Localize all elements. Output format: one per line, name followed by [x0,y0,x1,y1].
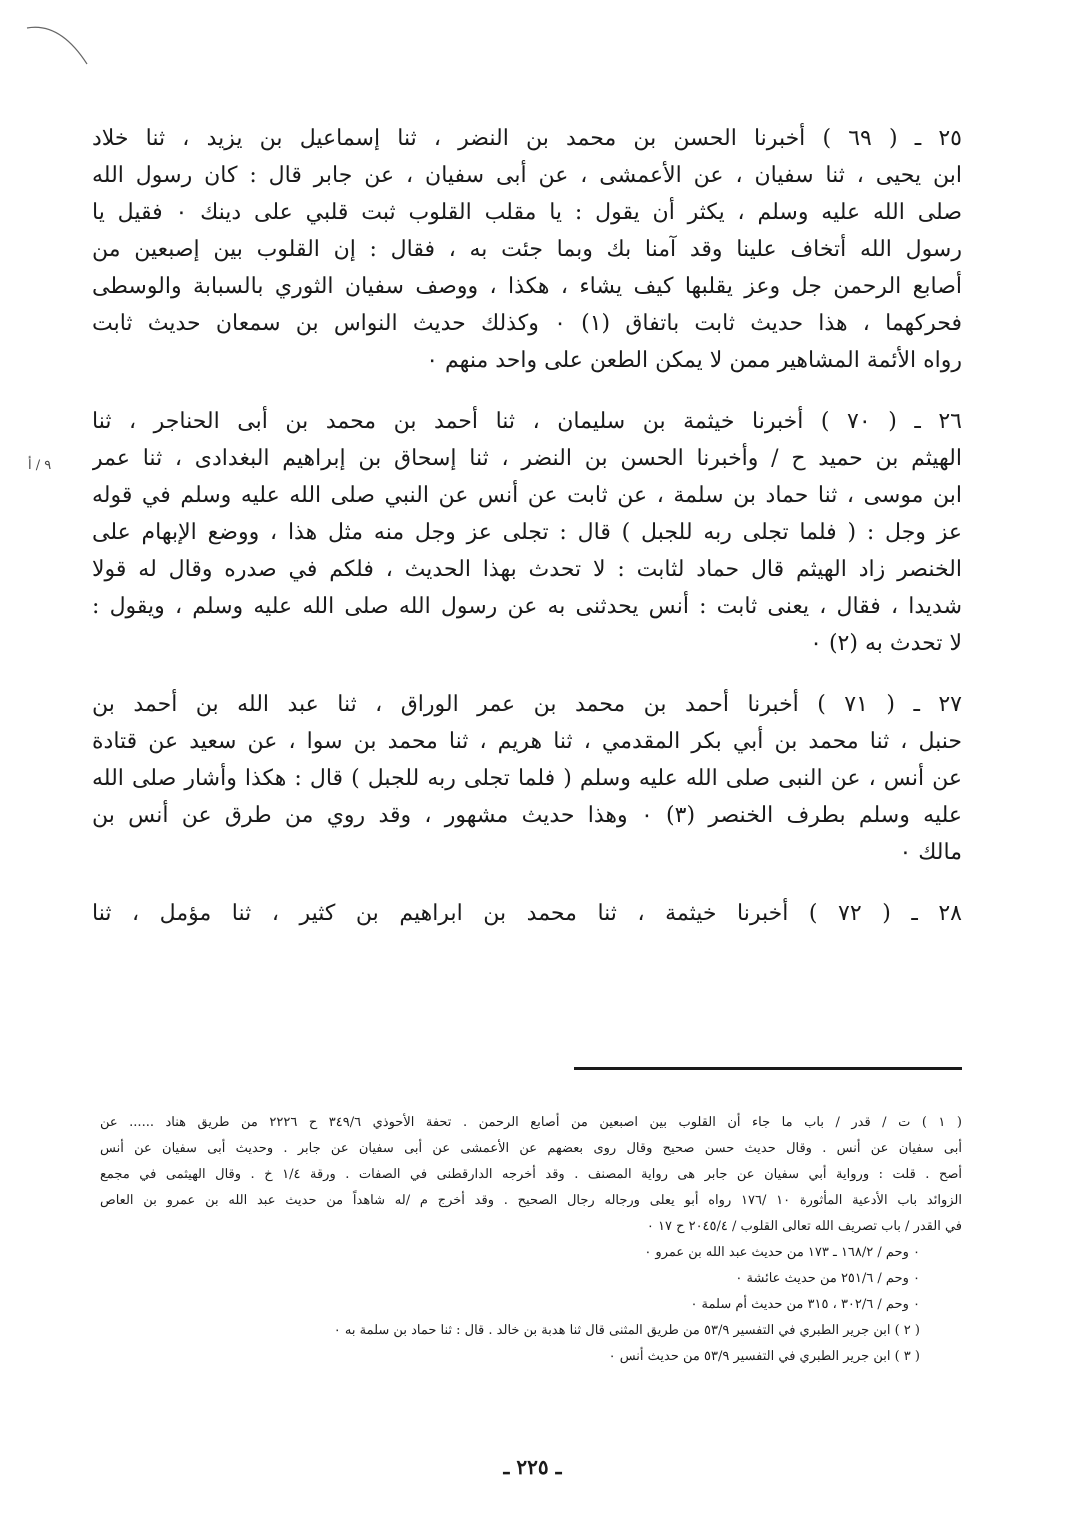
text-line: عن أنس ، عن النبى صلى الله عليه وسلم ( فلما تجلى ربه للجبل ) قال : هكذا وأشار صلى الله [92,766,962,791]
footnote-sub-line: ٠ وحم / ١٦٨/٢ ـ ١٧٣ من حديث عبد الله بن عمرو ٠ [644,1245,920,1260]
text-line: رسول الله أتخاف علينا وقد آمنا بك وبما جئت به ، فقال : إن القلوب بين إصبعين من [92,237,962,262]
text-line: الخنصر زاد الهيثم قال حماد لثابت : لا تحدث بهذا الحديث ، فلكم في صدره وقال له قولا [92,557,962,582]
text-line: ٢٥ ـ ( ٦٩ ) أخبرنا الحسن بن محمد بن النضر ، ثنا إسماعيل بن يزيد ، ثنا خلاد [92,126,962,151]
footnote-separator-rule [574,1067,962,1070]
text-line: ابن موسى ، ثنا حماد بن سلمة ، عن ثابت عن أنس عن النبي صلى الله عليه وسلم في قوله [92,483,962,508]
text-line: فحركهما ، هذا حديث ثابت باتفاق (١) ٠ وكذلك حديث النواس بن سمعان حديث ثابت [92,311,962,336]
text-line: ٢٨ ـ ( ٧٢ ) أخبرنا خيثمة ، ثنا محمد بن ابراهيم بن كثير ، ثنا مؤمل ، ثنا [92,901,962,926]
text-line: مالك ٠ [899,840,962,865]
footnotes [100,1110,962,1370]
footnote-line: الزوائد باب الأدعية المأثورة ١٠ /١٧٦ رواه أبو يعلى ورجاله رجال الصحيح . وقد أخرج م /له شاهداً من حديث عبد الله بن عمرو بن العاص [100,1193,962,1208]
footnote-sub-line: ٠ وحم / ٣٠٢/٦ ، ٣١٥ من حديث أم سلمة ٠ [690,1297,920,1312]
hadith-26 [92,403,962,662]
page-corner-scan-mark [25,20,95,70]
page-number: ـ ٢٢٥ ـ [503,1455,562,1479]
footnote-sub-line: ٠ وحم / ٢٥١/٦ من حديث عائشة ٠ [735,1271,920,1286]
text-line: ابن يحيى ، ثنا سفيان ، عن الأعمشى ، عن أبى سفيان ، عن جابر قال : كان رسول الله [92,163,962,188]
hadith-27 [92,686,962,871]
footnote-line: في القدر / باب تصريف الله تعالى القلوب / ٢٠٤٥/٤ ح ١٧ ٠ [646,1219,962,1234]
text-line: ٢٦ ـ ( ٧٠ ) أخبرنا خيثمة بن سليمان ، ثنا أحمد بن محمد بن أبى الحناجر ، ثنا [92,409,962,434]
text-line: رواه الأئمة المشاهير ممن لا يمكن الطعن على واحد منهم ٠ [426,348,962,373]
text-line: لا تحدث به (٢) ٠ [810,631,962,656]
hadith-28 [92,895,962,932]
margin-folio-note: ٩ / أ [28,458,52,473]
footnote-line: أبى سفيان عن أنس . وقال حديث حسن صحيح وقال روى بعضهم عن الأعمشى عن أبى سفيان عن جابر . وحديث أبى سفيان عن أنس [100,1141,962,1156]
text-line: عليه وسلم بطرف الخنصر (٣) ٠ وهذا حديث مشهور ، وقد روي من طرق عن أنس بن [92,803,962,828]
footnote-line: أصح . قلت : ورواية أبي سفيان عن جابر هى رواية المصنف . وقد أخرجه الدارقطنى في الصفات . ورقة ١/٤ خ . وقال الهيثمى في مجمع [100,1167,962,1182]
footnote-line: ( ١ ) ت / قدر / باب ما جاء أن القلوب بين اصبعين من أصابع الرحمن . تحفة الأحوذي ٣٤٩/٦ ح ٢٢٢٦ من طريق هناد ...... عن [100,1115,962,1130]
text-line: أصابع الرحمن جل وعز يقلبها كيف يشاء ، هكذا ، ووصف سفيان الثوري بالسبابة والوسطى [92,274,962,299]
footnote-line: ( ٣ ) ابن جرير الطبري في التفسير ٥٣/٩ من حديث أنس ٠ [608,1349,920,1364]
text-line: ٢٧ ـ ( ٧١ ) أخبرنا أحمد بن محمد بن عمر الوراق ، ثنا عبد الله بن أحمد بن [92,692,962,717]
text-line: عز وجل : ( فلما تجلى ربه للجبل ) قال : تجلى عز وجل منه مثل هذا ، ووضع الإبهام على [92,520,962,545]
footnote-line: ( ٢ ) ابن جرير الطبري في التفسير ٥٣/٩ من طريق المثنى قال ثنا هدبة بن خالد . قال : ثنا حماد بن سلمة به ٠ [333,1323,920,1338]
text-line: صلى الله عليه وسلم ، يكثر أن يقول : يا مقلب القلوب ثبت قلبي على دينك ٠ فقيل يا [92,200,962,225]
text-line: شديدا ، فقال ، يعنى ثابت : أنس يحدثنى به عن رسول الله صلى الله عليه وسلم ، ويقول : [92,594,962,619]
hadith-25 [92,120,962,379]
text-line: الهيثم بن حميد ح / وأخبرنا الحسن بن النضر ، ثنا إسحاق بن إبراهيم البغدادى ، ثنا عمر [92,446,962,471]
main-text [92,120,962,956]
text-line: حنبل ، ثنا محمد بن أبي بكر المقدمي ، ثنا هريم ، ثنا محمد بن سوا ، عن سعيد عن قتادة [92,729,962,754]
